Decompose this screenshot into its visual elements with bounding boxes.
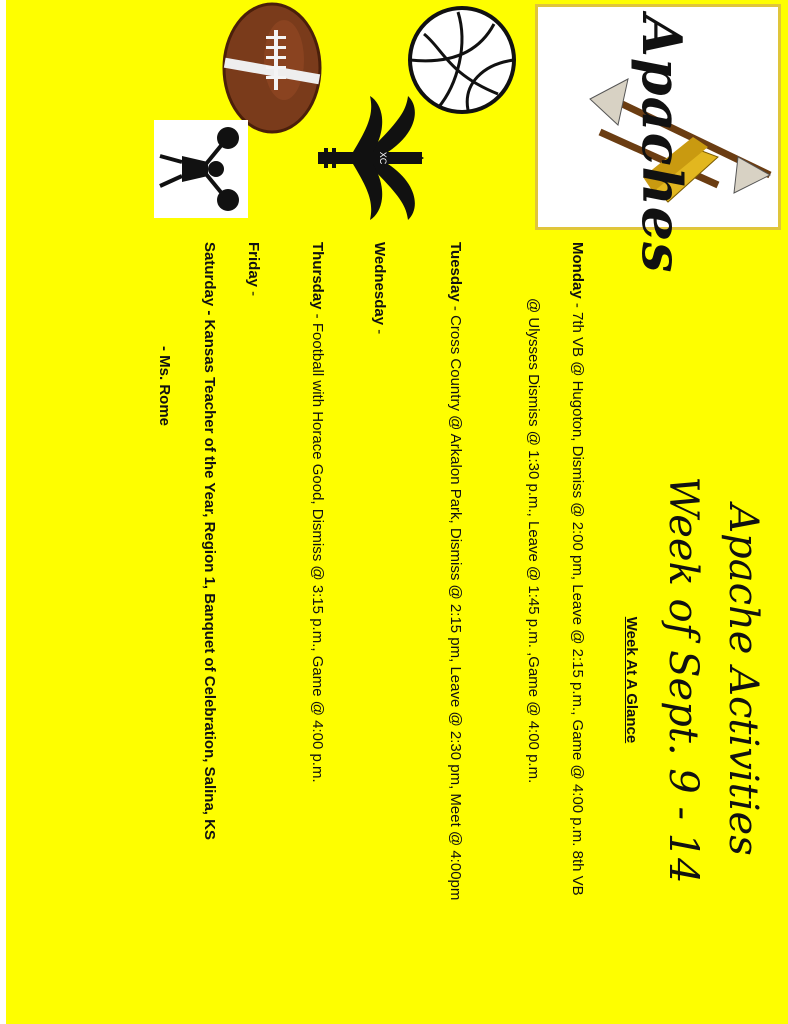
day-label: Thursday xyxy=(309,242,326,310)
day-label: Wednesday xyxy=(371,242,388,326)
subtitle: Week At A Glance xyxy=(623,616,640,744)
schedule-text: - xyxy=(371,325,388,335)
schedule-text: - Football with Horace Good, Dismiss @ 3:15 p.m., Game @ 4:00 p.m. xyxy=(309,309,326,783)
cheerleader-icon xyxy=(154,120,248,218)
signoff: - Ms. Rome xyxy=(156,346,173,427)
page-title: Apache Activities xyxy=(720,504,766,856)
schedule-line-thursday xyxy=(309,242,326,783)
schedule-line-friday xyxy=(245,242,262,296)
cross-country-logo-icon xyxy=(312,92,428,224)
schedule-text: - Cross Country @ Arkalon Park, Dismiss @ 2:15 pm, Leave @ 2:30 pm, Meet @ 4:00pm xyxy=(447,301,464,901)
schedule-line-monday-cont xyxy=(525,298,542,783)
day-label: Friday xyxy=(245,242,262,288)
week-title: Week of Sept. 9 - 14 xyxy=(660,476,706,884)
schedule-line-saturday xyxy=(201,242,218,840)
svg-text:XC: XC xyxy=(378,151,388,165)
schedule-line-tuesday xyxy=(447,242,464,900)
schedule-text: @ Ulysses Dismiss @ 1:30 p.m., Leave @ 1:45 p.m. ,Game @ 4:00 p.m. xyxy=(525,298,542,784)
day-label: Tuesday xyxy=(447,242,464,302)
day-label: Saturday xyxy=(201,242,218,307)
schedule-text: - Kansas Teacher of the Year, Region 1, Banquet of Celebration, Salina, KS xyxy=(201,306,218,840)
schedule-text: - 7th VB @ Hugoton, Dismiss @ 2:00 pm, Leave @ 2:15 p.m., Game @ 4:00 p.m. 8th VB xyxy=(569,298,586,896)
schedule-line-monday xyxy=(569,242,586,896)
schedule-line-wednesday xyxy=(371,242,388,334)
schedule-text: - xyxy=(245,287,262,297)
cheerleader-image xyxy=(154,120,248,218)
day-label: Monday xyxy=(569,242,586,299)
logo-text: Apaches xyxy=(630,15,694,274)
